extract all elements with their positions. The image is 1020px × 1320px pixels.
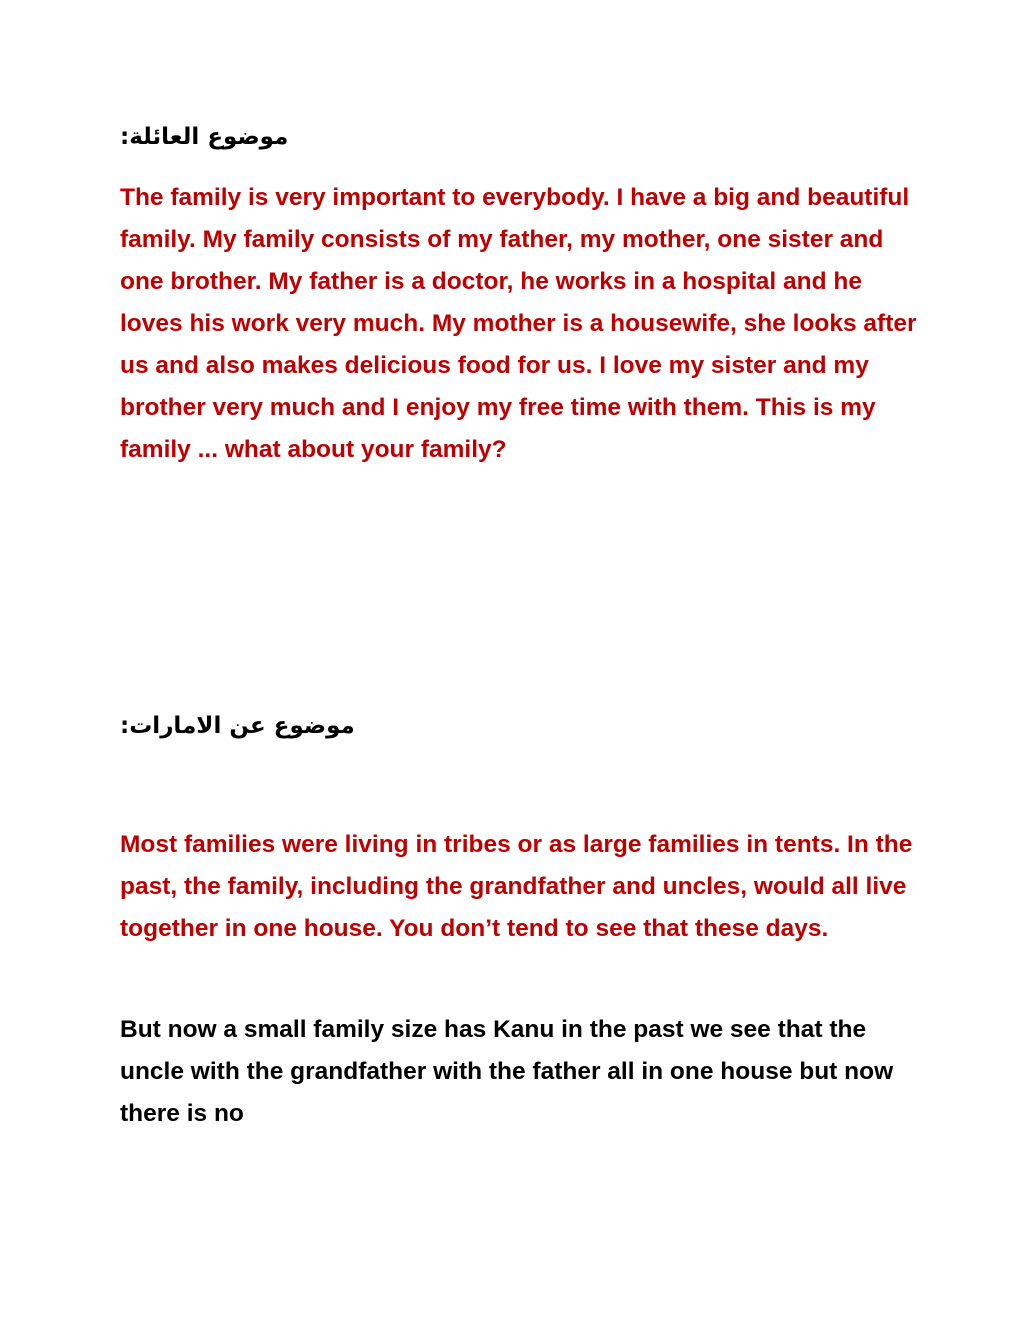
emirates-topic-heading: موضوع عن الامارات: — [120, 713, 355, 739]
emirates-topic-paragraph-black: But now a small family size has Kanu in the past we see that the uncle with the grandfather with the father all in one house but now there is no — [120, 1016, 894, 1127]
family-topic-paragraph: The family is very important to everybody. I have a big and beautiful family. My family consists of my father, my mother, one sister and one brother. My father is a doctor, he works in a hospital and he loves his work very much. My mother is a housewife, she looks after us and also makes delicious food for us. I love my sister and my brother very much and I enjoy my free time with them. This is my family ... what about your family? — [120, 184, 917, 463]
emirates-topic-paragraph-red: Most families were living in tribes or as large families in tents. In the past, the family, including the grandfather and uncles, would all live together in one house. You don’t tend to see that these days. — [120, 831, 913, 942]
family-topic-heading: موضوع العائلة: — [120, 124, 289, 150]
